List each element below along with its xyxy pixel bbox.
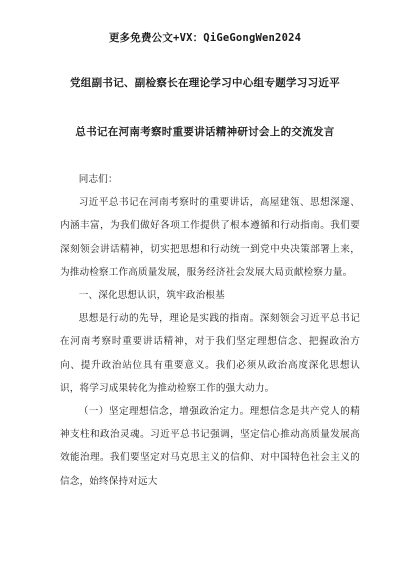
document-title-line-2: 总书记在河南考察时重要讲话精神研讨会上的交流发言 xyxy=(75,126,335,138)
paragraph-intro: 习近平总书记在河南考察时的重要讲话，高屋建瓴、思想深邃、内涵丰富，为我们做好各项工作提供了根本遵循和行动指南。我们要深刻领会讲话精神，切实把思想和行动统一到党中央决策部署上来，为推动检察工作高质量发展，服务经济社会发展大局贡献检察力量。 xyxy=(60,197,360,278)
document-body xyxy=(60,168,360,493)
promo-header: 更多免费公文+VX：QiGeGongWen2024 xyxy=(108,32,302,44)
paragraph-subsection-1: （一）坚定理想信念，增强政治定力。理想信念是共产党人的精神支柱和政治灵魂。习近平总书记强调，坚定信心推动高质量发展高效能治理。我们要坚定对马克思主义的信仰、对中国特色社会主义的信念，始终保持对远大 xyxy=(60,406,360,487)
section-heading-1: 一、深化思想认识，筑牢政治根基 xyxy=(78,290,225,302)
salutation: 同志们： xyxy=(78,174,118,185)
document-title-line-1: 党组副书记、副检察长在理论学习中心组专题学习习近平 xyxy=(70,77,340,89)
paragraph-section-1: 思想是行动的先导，理论是实践的指南。深刻领会习近平总书记在河南考察时重要讲话精神，对于我们坚定理想信念、把握政治方向、提升政治站位具有重要意义。我们必须从政治高度深化思想认识，将学习成果转化为推动检察工作的强大动力。 xyxy=(60,313,360,394)
